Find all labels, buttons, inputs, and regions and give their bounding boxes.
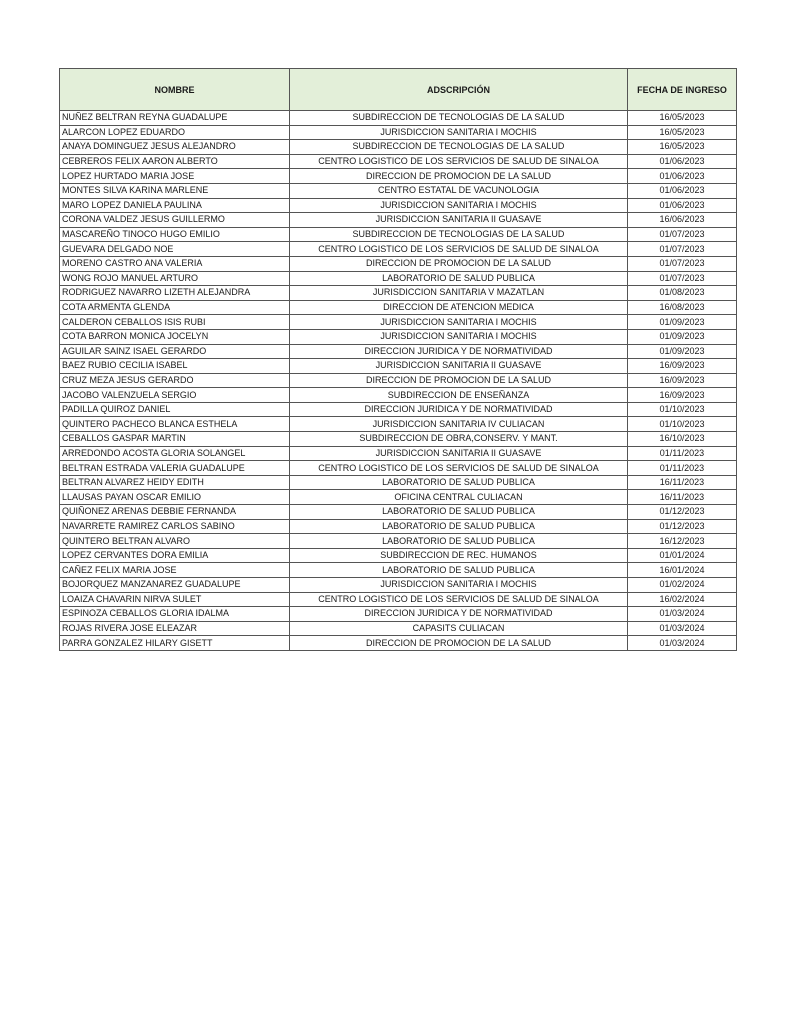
cell-date: 01/02/2024 bbox=[628, 578, 737, 593]
cell-department: CENTRO LOGISTICO DE LOS SERVICIOS DE SALUD DE SINALOA bbox=[290, 592, 628, 607]
cell-date: 01/07/2023 bbox=[628, 256, 737, 271]
cell-department: JURISDICCION SANITARIA II GUASAVE bbox=[290, 359, 628, 374]
cell-date: 01/03/2024 bbox=[628, 621, 737, 636]
cell-date: 16/10/2023 bbox=[628, 432, 737, 447]
cell-name: WONG ROJO MANUEL ARTURO bbox=[60, 271, 290, 286]
table-row bbox=[60, 213, 737, 228]
cell-department: JURISDICCION SANITARIA II GUASAVE bbox=[290, 213, 628, 228]
cell-department: JURISDICCION SANITARIA I MOCHIS bbox=[290, 578, 628, 593]
cell-date: 01/07/2023 bbox=[628, 227, 737, 242]
cell-date: 16/09/2023 bbox=[628, 373, 737, 388]
cell-department: JURISDICCION SANITARIA I MOCHIS bbox=[290, 125, 628, 140]
cell-department: LABORATORIO DE SALUD PUBLICA bbox=[290, 563, 628, 578]
table-row bbox=[60, 592, 737, 607]
table-row bbox=[60, 519, 737, 534]
cell-name: COTA BARRON MONICA JOCELYN bbox=[60, 329, 290, 344]
cell-name: ANAYA DOMINGUEZ JESUS ALEJANDRO bbox=[60, 140, 290, 155]
table-row bbox=[60, 125, 737, 140]
cell-name: QUIÑONEZ ARENAS DEBBIE FERNANDA bbox=[60, 505, 290, 520]
cell-date: 01/09/2023 bbox=[628, 344, 737, 359]
cell-department: JURISDICCION SANITARIA I MOCHIS bbox=[290, 315, 628, 330]
header-name: NOMBRE bbox=[60, 69, 290, 111]
cell-name: NUÑEZ BELTRAN REYNA GUADALUPE bbox=[60, 111, 290, 126]
cell-department: SUBDIRECCION DE TECNOLOGIAS DE LA SALUD bbox=[290, 140, 628, 155]
cell-date: 01/12/2023 bbox=[628, 505, 737, 520]
table-header-row bbox=[60, 69, 737, 111]
cell-department: DIRECCION JURIDICA Y DE NORMATIVIDAD bbox=[290, 344, 628, 359]
table-row bbox=[60, 548, 737, 563]
cell-name: BELTRAN ESTRADA VALERIA GUADALUPE bbox=[60, 461, 290, 476]
table-row bbox=[60, 563, 737, 578]
cell-date: 01/06/2023 bbox=[628, 183, 737, 198]
cell-department: SUBDIRECCION DE TECNOLOGIAS DE LA SALUD bbox=[290, 227, 628, 242]
cell-date: 01/07/2023 bbox=[628, 271, 737, 286]
cell-department: OFICINA CENTRAL CULIACAN bbox=[290, 490, 628, 505]
cell-department: JURISDICCION SANITARIA I MOCHIS bbox=[290, 198, 628, 213]
cell-department: JURISDICCION SANITARIA V MAZATLAN bbox=[290, 286, 628, 301]
cell-name: CAÑEZ FELIX MARIA JOSE bbox=[60, 563, 290, 578]
table-row bbox=[60, 256, 737, 271]
cell-department: DIRECCION JURIDICA Y DE NORMATIVIDAD bbox=[290, 607, 628, 622]
table-row bbox=[60, 315, 737, 330]
cell-name: LOAIZA CHAVARIN NIRVA SULET bbox=[60, 592, 290, 607]
cell-department: LABORATORIO DE SALUD PUBLICA bbox=[290, 534, 628, 549]
cell-date: 01/01/2024 bbox=[628, 548, 737, 563]
cell-name: PADILLA QUIROZ DANIEL bbox=[60, 402, 290, 417]
cell-name: BAEZ RUBIO CECILIA ISABEL bbox=[60, 359, 290, 374]
cell-department: CENTRO LOGISTICO DE LOS SERVICIOS DE SALUD DE SINALOA bbox=[290, 461, 628, 476]
cell-date: 01/11/2023 bbox=[628, 461, 737, 476]
table-row bbox=[60, 300, 737, 315]
cell-department: DIRECCION DE PROMOCION DE LA SALUD bbox=[290, 636, 628, 651]
cell-name: PARRA GONZALEZ HILARY GISETT bbox=[60, 636, 290, 651]
cell-date: 01/11/2023 bbox=[628, 446, 737, 461]
table-row bbox=[60, 461, 737, 476]
table-row bbox=[60, 446, 737, 461]
cell-name: QUINTERO BELTRAN ALVARO bbox=[60, 534, 290, 549]
cell-department: LABORATORIO DE SALUD PUBLICA bbox=[290, 271, 628, 286]
cell-date: 16/11/2023 bbox=[628, 490, 737, 505]
cell-date: 01/06/2023 bbox=[628, 198, 737, 213]
table-row bbox=[60, 271, 737, 286]
cell-date: 16/02/2024 bbox=[628, 592, 737, 607]
table-row bbox=[60, 578, 737, 593]
cell-date: 01/06/2023 bbox=[628, 169, 737, 184]
table-row bbox=[60, 388, 737, 403]
table-row bbox=[60, 227, 737, 242]
table-row bbox=[60, 402, 737, 417]
table-row bbox=[60, 183, 737, 198]
cell-department: LABORATORIO DE SALUD PUBLICA bbox=[290, 519, 628, 534]
cell-name: ALARCON LOPEZ EDUARDO bbox=[60, 125, 290, 140]
cell-name: MORENO CASTRO ANA VALERIA bbox=[60, 256, 290, 271]
table-row bbox=[60, 636, 737, 651]
table-row bbox=[60, 329, 737, 344]
cell-name: LLAUSAS PAYAN OSCAR EMILIO bbox=[60, 490, 290, 505]
cell-name: CORONA VALDEZ JESUS GUILLERMO bbox=[60, 213, 290, 228]
cell-department: CAPASITS CULIACAN bbox=[290, 621, 628, 636]
table-row bbox=[60, 111, 737, 126]
table-row bbox=[60, 475, 737, 490]
cell-name: GUEVARA DELGADO NOE bbox=[60, 242, 290, 257]
table-row bbox=[60, 198, 737, 213]
cell-date: 16/05/2023 bbox=[628, 140, 737, 155]
cell-name: BELTRAN ALVAREZ HEIDY EDITH bbox=[60, 475, 290, 490]
table-row bbox=[60, 286, 737, 301]
cell-name: ROJAS RIVERA JOSE ELEAZAR bbox=[60, 621, 290, 636]
cell-date: 01/07/2023 bbox=[628, 242, 737, 257]
cell-date: 16/01/2024 bbox=[628, 563, 737, 578]
cell-department: CENTRO LOGISTICO DE LOS SERVICIOS DE SALUD DE SINALOA bbox=[290, 242, 628, 257]
cell-department: DIRECCION DE PROMOCION DE LA SALUD bbox=[290, 373, 628, 388]
cell-date: 16/11/2023 bbox=[628, 475, 737, 490]
cell-department: SUBDIRECCION DE TECNOLOGIAS DE LA SALUD bbox=[290, 111, 628, 126]
cell-name: LOPEZ CERVANTES DORA EMILIA bbox=[60, 548, 290, 563]
cell-date: 01/10/2023 bbox=[628, 402, 737, 417]
cell-date: 16/05/2023 bbox=[628, 125, 737, 140]
cell-name: ARREDONDO ACOSTA GLORIA SOLANGEL bbox=[60, 446, 290, 461]
cell-name: AGUILAR SAINZ ISAEL GERARDO bbox=[60, 344, 290, 359]
cell-department: CENTRO ESTATAL DE VACUNOLOGIA bbox=[290, 183, 628, 198]
table-row bbox=[60, 140, 737, 155]
cell-name: LOPEZ HURTADO MARIA JOSE bbox=[60, 169, 290, 184]
table-body bbox=[60, 111, 737, 651]
cell-date: 01/09/2023 bbox=[628, 315, 737, 330]
table-row bbox=[60, 242, 737, 257]
cell-name: ESPINOZA CEBALLOS GLORIA IDALMA bbox=[60, 607, 290, 622]
cell-date: 01/08/2023 bbox=[628, 286, 737, 301]
table-row bbox=[60, 359, 737, 374]
cell-date: 01/09/2023 bbox=[628, 329, 737, 344]
cell-date: 16/09/2023 bbox=[628, 359, 737, 374]
cell-date: 16/06/2023 bbox=[628, 213, 737, 228]
cell-name: MONTES SILVA KARINA MARLENE bbox=[60, 183, 290, 198]
cell-name: MARO LOPEZ DANIELA PAULINA bbox=[60, 198, 290, 213]
cell-name: RODRIGUEZ NAVARRO LIZETH ALEJANDRA bbox=[60, 286, 290, 301]
cell-date: 01/06/2023 bbox=[628, 154, 737, 169]
table-row bbox=[60, 432, 737, 447]
cell-department: DIRECCION DE ATENCION MEDICA bbox=[290, 300, 628, 315]
header-date: FECHA DE INGRESO bbox=[628, 69, 737, 111]
cell-name: BOJORQUEZ MANZANAREZ GUADALUPE bbox=[60, 578, 290, 593]
staff-table bbox=[59, 68, 737, 651]
cell-name: CRUZ MEZA JESUS GERARDO bbox=[60, 373, 290, 388]
cell-name: CEBALLOS GASPAR MARTIN bbox=[60, 432, 290, 447]
cell-department: JURISDICCION SANITARIA IV CULIACAN bbox=[290, 417, 628, 432]
table-row bbox=[60, 607, 737, 622]
cell-date: 16/09/2023 bbox=[628, 388, 737, 403]
cell-department: JURISDICCION SANITARIA II GUASAVE bbox=[290, 446, 628, 461]
table-row bbox=[60, 373, 737, 388]
cell-name: NAVARRETE RAMIREZ CARLOS SABINO bbox=[60, 519, 290, 534]
cell-date: 01/03/2024 bbox=[628, 607, 737, 622]
cell-department: SUBDIRECCION DE REC. HUMANOS bbox=[290, 548, 628, 563]
header-department: ADSCRIPCIÓN bbox=[290, 69, 628, 111]
cell-date: 01/03/2024 bbox=[628, 636, 737, 651]
cell-department: SUBDIRECCION DE OBRA,CONSERV. Y MANT. bbox=[290, 432, 628, 447]
cell-date: 01/10/2023 bbox=[628, 417, 737, 432]
table-row bbox=[60, 490, 737, 505]
table-row bbox=[60, 154, 737, 169]
cell-date: 16/12/2023 bbox=[628, 534, 737, 549]
cell-department: DIRECCION DE PROMOCION DE LA SALUD bbox=[290, 256, 628, 271]
cell-department: LABORATORIO DE SALUD PUBLICA bbox=[290, 505, 628, 520]
cell-name: CEBREROS FELIX AARON ALBERTO bbox=[60, 154, 290, 169]
cell-name: COTA ARMENTA GLENDA bbox=[60, 300, 290, 315]
table-row bbox=[60, 344, 737, 359]
cell-department: SUBDIRECCION DE ENSEÑANZA bbox=[290, 388, 628, 403]
cell-department: JURISDICCION SANITARIA I MOCHIS bbox=[290, 329, 628, 344]
cell-date: 16/08/2023 bbox=[628, 300, 737, 315]
cell-name: MASCAREÑO TINOCO HUGO EMILIO bbox=[60, 227, 290, 242]
table-row bbox=[60, 169, 737, 184]
cell-name: QUINTERO PACHECO BLANCA ESTHELA bbox=[60, 417, 290, 432]
table-row bbox=[60, 534, 737, 549]
cell-department: DIRECCION DE PROMOCION DE LA SALUD bbox=[290, 169, 628, 184]
cell-name: JACOBO VALENZUELA SERGIO bbox=[60, 388, 290, 403]
table-row bbox=[60, 505, 737, 520]
cell-date: 16/05/2023 bbox=[628, 111, 737, 126]
cell-department: DIRECCION JURIDICA Y DE NORMATIVIDAD bbox=[290, 402, 628, 417]
cell-date: 01/12/2023 bbox=[628, 519, 737, 534]
table-row bbox=[60, 621, 737, 636]
table-row bbox=[60, 417, 737, 432]
cell-name: CALDERON CEBALLOS ISIS RUBI bbox=[60, 315, 290, 330]
cell-department: CENTRO LOGISTICO DE LOS SERVICIOS DE SALUD DE SINALOA bbox=[290, 154, 628, 169]
cell-department: LABORATORIO DE SALUD PUBLICA bbox=[290, 475, 628, 490]
